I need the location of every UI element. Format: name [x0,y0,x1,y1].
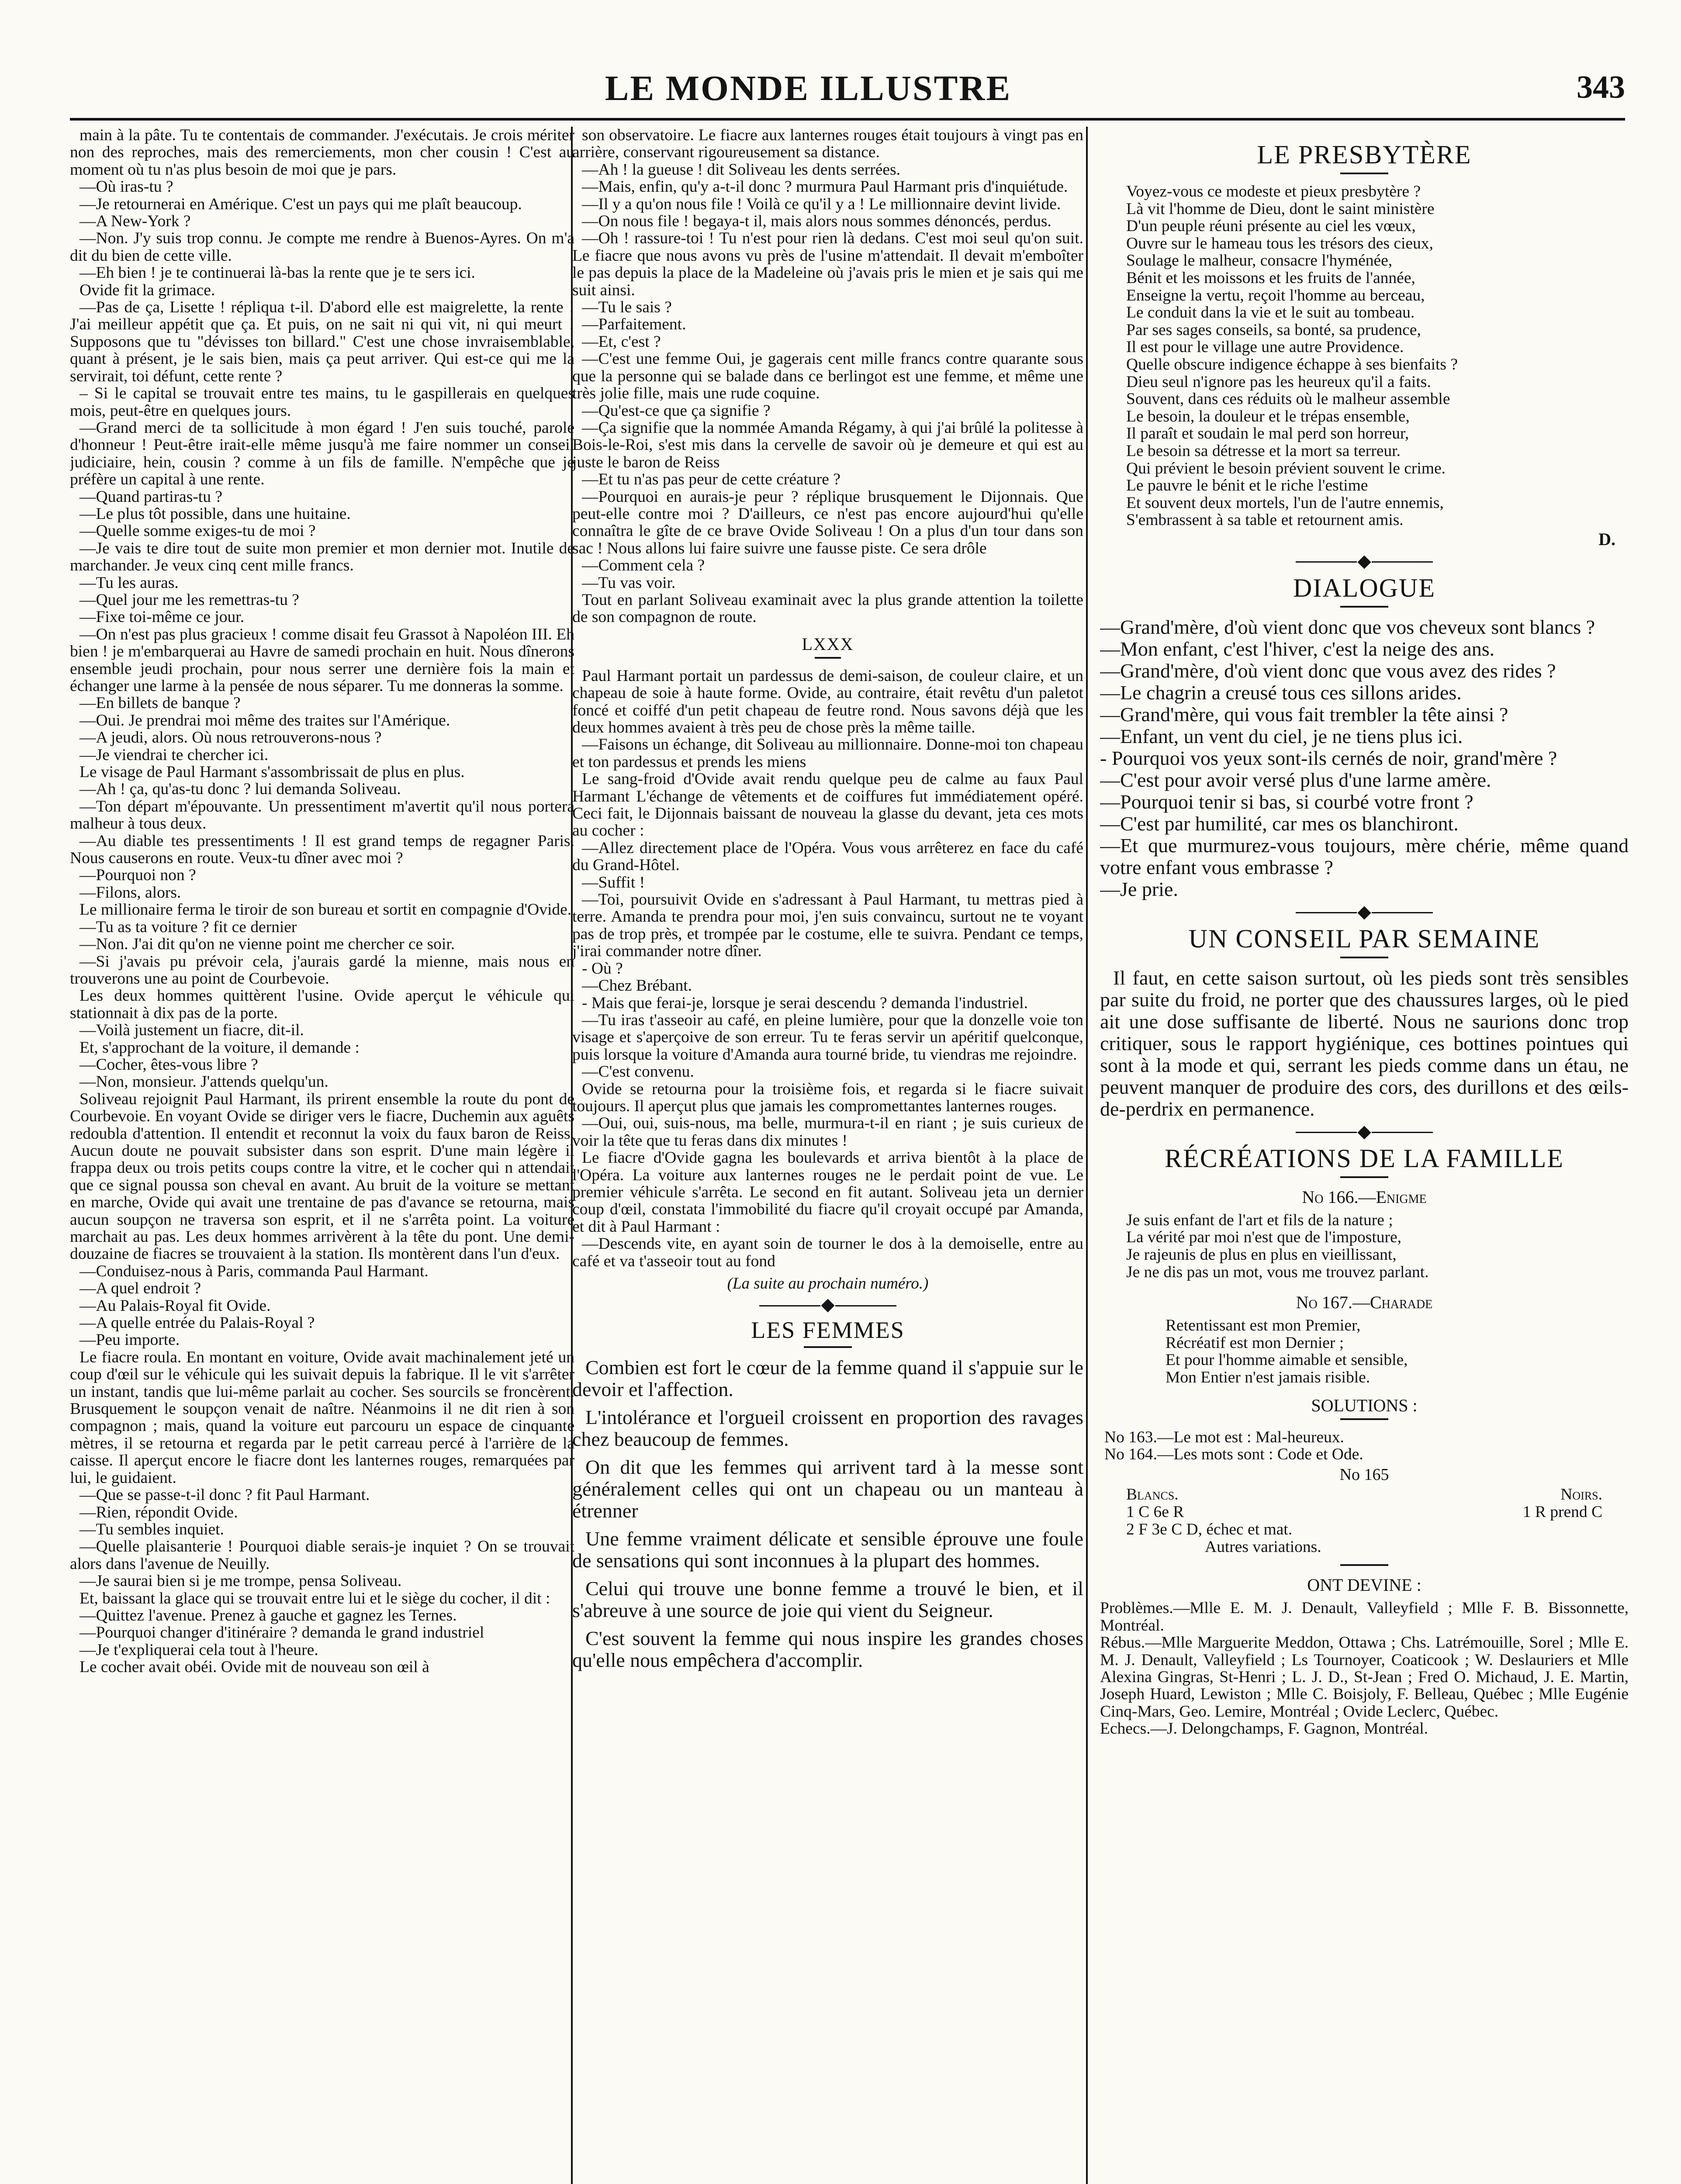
solutions-list [1100,1429,1629,1463]
paragraph: —Qu'est-ce que ça signifie ? [582,401,771,420]
paragraph: —Je viendrai te chercher ici. [80,746,269,764]
enigme-line: La vérité par moi n'est que de l'imposture, [1126,1228,1401,1247]
page-number: 343 [1577,69,1625,105]
ornament-divider [1100,557,1629,567]
paragraph: —Rien, répondit Ovide. [80,1503,238,1521]
charade-poem [1100,1317,1629,1386]
paragraph: —Pas de ça, Lisette ! répliqua t-il. D'abord elle est maigrelette, la rente ! J'ai meilleur appétit que ça. Et puis, on ne sait ni qui vit, ni qui meurt ! Supposons que tu "dévisses ton billard." C'est une chose invraisemblable, quant à présent, je le sais bien, mais ça peut arriver. Qui est-ce qui me la servirait, toi défunt, cette rente ? [70,298,574,385]
poem-line: Il est pour le village une autre Providence. [1126,338,1404,356]
dialogue-title: DIALOGUE [1293,573,1435,602]
poem-line: S'embrassent à sa table et retournent amis. [1126,511,1404,529]
paragraph: Ovide fit la grimace. [80,281,215,299]
dialogue-line: —Je prie. [1100,878,1178,900]
paragraph: —Si j'avais pu prévoir cela, j'aurais gardé la mienne, mais nous en trouverons une au point de Courbevoie. [70,952,574,988]
paragraph: —Ça signifie que la nommée Amanda Régamy, à qui j'ai brûlé la politesse à Bois-le-Roi, s'est mis dans la cervelle de savoir où je demeure et qui est au juste le baron de Reiss [572,418,1083,471]
paragraph: Tout en parlant Soliveau examinait avec la plus grande attention la toilette de son compagnon de route. [572,591,1083,626]
poem-line: Souvent, dans ces réduits où le malheur assemble [1126,390,1450,408]
paragraph: Le millionaire ferma le tiroir de son bureau et sortit en compagnie d'Ovide. [80,901,572,919]
masthead-title: LE MONDE ILLUSTRE [605,68,1012,108]
other-variations: Autres variations. [1205,1538,1321,1556]
blancs-move-1: 1 C 6e R [1126,1503,1184,1521]
devine-line: Problèmes.—Mlle E. M. J. Denault, Valleyfield ; Mlle F. B. Bissonnette, Montréal. [1100,1599,1629,1635]
paragraph: —Et tu n'as pas peur de cette créature ? [582,470,840,489]
ornament-divider [572,1301,1083,1310]
paragraph: —Peu importe. [80,1331,180,1349]
femmes-paragraph: L'intolérance et l'orgueil croissent en proportion des ravages chez beaucoup de femmes. [572,1406,1083,1450]
paragraph: —C'est une femme Oui, je gagerais cent mille francs contre quarante sous que la personne qui se balade dans ce berlingot est une femme, et même une très jolie fille, mais une rude coquine. [572,350,1083,403]
enigme-heading: No 166.—Enigme [1302,1187,1427,1207]
masthead-rule [70,118,1625,121]
paragraph: Le visage de Paul Harmant s'assombrissait de plus en plus. [80,763,465,781]
paragraph: —Comment cela ? [582,556,705,575]
paragraph: —A quel endroit ? [80,1279,201,1298]
paragraph: —Toi, poursuivit Ovide en s'adressant à Paul Harmant, tu mettras pied à terre. Amanda te prendra pour moi, j'en suis convaincu, surtout ne te voyant pas de trop près, et trompée par le costume, elle te suivra. Pendant ce temps, j'irai commander notre dîner. [572,891,1083,961]
devine-line: Rébus.—Mlle Marguerite Meddon, Ottawa ; Chs. Latrémouille, Sorel ; Mlle E. M. J. Denault, Valleyfield ; Ls Tournoyer, Coaticook ; W. Deslauriers et Mlle Alexina Gingras, St-Henri ; L. J. D., St-Jean ; Fred O. Michaud, J. E. Martin, Joseph Huard, Lewiston ; Mlle C. Boisjoly, F. Belleau, Québec ; Mlle Eugénie Cinq-Mars, Geo. Lemire, Montréal ; Ovide Leclerc, Québec. [1100,1634,1629,1721]
paragraph: —Voilà justement un fiacre, dit-il. [80,1021,304,1040]
paragraph: —Tu as ta voiture ? fit ce dernier [80,918,297,936]
paragraph: —Eh bien ! je te continuerai là-bas la rente que je te sers ici. [80,264,475,282]
dialogue-line: —Grand'mère, d'où vient donc que vous avez des rides ? [1100,659,1556,682]
paragraph: —Je vais te dire tout de suite mon premier et mon dernier mot. Inutile de marchander. Je veux cinq cent mille francs. [70,539,574,575]
devine-line: Echecs.—J. Delongchamps, F. Gagnon, Montréal. [1100,1720,1429,1738]
paragraph: —Non. J'ai dit qu'on ne vienne point me chercher ce soir. [80,935,455,954]
paragraph: Ovide se retourna pour la troisième fois, et regarda si le fiacre suivait toujours. Il aperçut plus que jamais les compromettantes lanternes rouges. [572,1080,1083,1115]
paragraph: - Mais que ferai-je, lorsque je serai descendu ? demanda l'industriel. [582,994,1028,1012]
dialogue-line: —C'est par humilité, car mes os blanchiront. [1100,812,1459,835]
paragraph: —Tu les auras. [80,574,179,592]
continued-note: (La suite au prochain numéro.) [727,1275,929,1292]
paragraph: —Pourquoi non ? [80,866,196,885]
solution-line: No 164.—Les mots sont : Code et Ode. [1104,1445,1363,1464]
paragraph: —Tu le sais ? [582,298,672,317]
ornament-divider [1100,1128,1629,1137]
paragraph: Et, baissant la glace qui se trouvait entre lui et le siège du cocher, il dit : [80,1589,550,1607]
paragraph: - Où ? [582,959,623,978]
dialogue-line: —Mon enfant, c'est l'hiver, c'est la neige des ans. [1100,637,1495,660]
column-feuilleton-continued [572,127,1083,2184]
poem-line: Soulage le malheur, consacre l'hyménée, [1126,252,1393,270]
paragraph: —Tu sembles inquiet. [80,1520,224,1538]
chess-solution [1100,1486,1629,1556]
dialogue-line: —C'est pour avoir versé plus d'une larme amère. [1100,768,1491,791]
paragraph: —Filons, alors. [80,883,181,902]
ornament-divider [1100,908,1629,918]
paragraph: Soliveau rejoignit Paul Harmant, ils prirent ensemble la route du pont de Courbevoie. En voyant Ovide se diriger vers le fiacre, Duchemin aux aguêts redoubla d'attention. Il entendit et reconnut la voix du faux baron de Reiss. Aucun doute ne pouvait subsister dans son esprit. D'une main légère il frappa deux ou trois petits coups contre la vitre, et le cocher qui n attendait que ce signal poussa son cheval en avant. Au bruit de la voiture se mettant en marche, Ovide qui avait une trentaine de pas d'avance se retourna, mais aucun soupçon ne traversa son esprit, et il ne s'arrêta point. La voiture marchait au pas. Les deux hommes arrivèrent à la tête du pont. Une demi-douzaine de fiacres se trouvaient à la station. Ils montèrent dans l'un d'eux. [70,1090,574,1263]
enigme-poem [1100,1212,1629,1281]
story-continuation [572,127,1083,626]
poem-line: D'un peuple réuni présente au ciel les vœux, [1126,217,1416,235]
paragraph: —Pourquoi changer d'itinéraire ? demanda le grand industriel [80,1624,484,1642]
conseil-text: Il faut, en cette saison surtout, où les pieds sont très sensibles par suite du froid, ne porter que des chaussures larges, où le pied ait une dose suffisante de liberté. Nous ne saurions donc trop critiquer, sous le rapport hygiénique, ces bottines pointues qui sont à la mode et qui, serrant les pieds comme dans un étau, ne peuvent manquer de produire des cors, des durillons et des œils-de-perdrix en permanence. [1100,966,1629,1120]
solutions-rule [1340,1418,1388,1420]
no165-heading: No 165 [1339,1465,1389,1484]
recreations-title: RÉCRÉATIONS DE LA FAMILLE [1165,1144,1564,1173]
blancs-label: Blancs. [1126,1485,1179,1503]
devine-list [1100,1600,1629,1737]
charade-line: Retentissant est mon Premier, [1166,1317,1361,1335]
chapter-text [572,667,1083,1270]
poem-line: Enseigne la vertu, reçoit l'homme au berceau, [1126,286,1425,304]
poem-line: Ouvre sur le hameau tous les trésors des cieux, [1126,234,1433,252]
poem-line: Par ses sages conseils, sa bonté, sa prudence, [1126,321,1421,339]
paragraph: —Oui, oui, suis-nous, ma belle, murmura-t-il en riant ; je suis curieux de voir la tête que tu feras dans dix minutes ! [572,1114,1083,1150]
presbytere-title: LE PRESBYTÈRE [1257,140,1472,169]
dialogue-line: —Et que murmurez-vous toujours, mère chérie, même quand votre enfant vous embrasse ? [1100,834,1629,878]
paragraph: —Tu vas voir. [582,574,676,592]
paragraph: Le fiacre d'Ovide gagna les boulevards et arriva bientôt à la place de l'Opéra. La voiture aux lanternes rouges ne le perdait point de vue. Le premier véhicule s'arrêta. Le second en fit autant. Soliveau jeta un dernier coup d'œil, constata l'immobilité du fiacre qu'il croyait occupé par Amanda, et dit à Paul Harmant : [572,1149,1083,1236]
paragraph: Le fiacre roula. En montant en voiture, Ovide avait machinalement jeté un coup d'œil sur le véhicule qui les suivait depuis la fabrique. Il le vit s'arrêter un instant, tandis que lui-même parlait au cocher. Ses sourcils se froncèrent. Brusquement le soupçon venait de naître. Néanmoins il ne dit rien à son compagnon ; mais, quand la voiture eut parcouru un espace de cinquante mètres, il se retourna et regarda par le petit carreau percé à l'arrière de la caisse. Il aperçut encore le fiacre dont les lanternes rouges, remarquées par lui, le guidaient. [70,1348,574,1487]
conseil-title: UN CONSEIL PAR SEMAINE [1188,924,1540,953]
paragraph: —Oui. Je prendrai moi même des traites sur l'Amérique. [80,711,450,729]
paragraph: main à la pâte. Tu te contentais de commander. J'exécutais. Je crois mériter non des reproches, mais des remerciements, mon cher cousin ! C'est au moment où tu n'as plus besoin de moi que je pars. [70,127,574,179]
solutions-heading: SOLUTIONS : [1311,1395,1418,1415]
femmes-paragraph: On dit que les femmes qui arrivent tard à la messe sont généralement celles qui ont un chapeau ou un manteau à étrenner [572,1456,1083,1522]
paragraph: —Cocher, êtes-vous libre ? [80,1055,258,1074]
femmes-title: LES FEMMES [751,1317,905,1343]
paragraph: —A New-York ? [80,212,191,231]
presbytere-rule [1340,173,1388,174]
paragraph: —Au Palais-Royal fit Ovide. [80,1296,271,1315]
poem-line: Et souvent deux mortels, l'un de l'autre ennemis, [1126,494,1444,512]
recreations-rule [1340,1176,1388,1178]
devine-heading: ONT DEVINE : [1307,1575,1422,1595]
poem-line: Le besoin, la douleur et le trépas ensemble, [1126,407,1410,425]
paragraph: – Si le capital se trouvait entre tes mains, tu le gaspillerais en quelques mois, peut-être en quelques jours. [70,384,574,420]
dialogue-rule [1340,606,1388,608]
paragraph: —Quelle plaisanterie ! Pourquoi diable serais-je inquiet ? On se trouvait alors dans l'avenue de Neuilly. [70,1538,574,1573]
paragraph: —A quelle entrée du Palais-Royal ? [80,1314,315,1332]
paragraph: —Où iras-tu ? [80,178,173,196]
paragraph: —Quel jour me les remettras-tu ? [80,591,299,609]
paragraph: —Tu iras t'asseoir au café, en pleine lumière, pour que la donzelle voie ton visage et s'aperçoive de son erreur. Tu te feras servir un apéritif quelconque, puis lorsque la voiture d'Amanda aura tourné bride, tu viendras me rejoindre. [572,1011,1083,1064]
paragraph: —Quand partiras-tu ? [80,487,222,506]
noirs-move-1: 1 R prend C [1522,1503,1602,1521]
paragraph: —Je saurai bien si je me trompe, pensa Soliveau. [80,1572,402,1590]
paragraph: —Descends vite, en ayant soin de tourner le dos à la demoiselle, entre au café et va t'asseoir tout au fond [572,1235,1083,1270]
chapter-rule [815,657,841,659]
femmes-paragraph: C'est souvent la femme qui nous inspire les grandes choses qu'elle nous empêchera d'accomplir. [572,1627,1083,1671]
paragraph: —Je t'expliquerai cela tout à l'heure. [80,1641,318,1659]
charade-heading: No 167.—Charade [1296,1292,1433,1313]
paragraph: Paul Harmant portait un pardessus de demi-saison, de couleur claire, et un chapeau de soie à haute forme. Ovide, au contraire, était revêtu d'un paletot foncé et coiffé d'un petit chapeau de feutre rond. Nous savons déjà que les deux hommes avaient à très peu de chose près la même taille. [572,667,1083,736]
column-miscellany [1100,127,1629,2184]
dialogue-poem [1100,616,1629,900]
paragraph: —Pourquoi en aurais-je peur ? réplique brusquement le Dijonnais. Que peut-elle contre moi ? D'ailleurs, ce n'est pas encore aujourd'hui qu'elle connaîtra le gîte de ce brave Ovide Soliveau ! On a plus d'un tour dans son sac ! Nous allons lui faire suivre une fausse piste. Ce sera drôle [572,487,1083,557]
poem-line: Là vit l'homme de Dieu, dont le saint ministère [1126,200,1435,218]
dialogue-line: —Grand'mère, qui vous fait trembler la tête ainsi ? [1100,703,1508,726]
charade-line: Et pour l'homme aimable et sensible, [1166,1351,1408,1369]
enigme-line: Je suis enfant de l'art et fils de la nature ; [1126,1211,1393,1229]
paragraph: Le cocher avait obéi. Ovide mit de nouveau son œil à [80,1658,429,1676]
paragraph: —On nous file ! begaya-t il, mais alors nous sommes dénoncés, perdus. [582,212,1051,231]
paragraph: —Parfaitement. [582,315,686,334]
devine-rule [1340,1564,1388,1566]
paragraph: —En billets de banque ? [80,694,241,712]
femmes-paragraph: Combien est fort le cœur de la femme quand il s'appuie sur le devoir et l'affection. [572,1356,1083,1400]
paragraph: —Ah ! ça, qu'as-tu donc ? lui demanda Soliveau. [80,780,401,798]
paragraph: —Que se passe-t-il donc ? fit Paul Harmant. [80,1486,370,1504]
presbytere-poem [1100,183,1629,529]
femmes-rule [804,1346,852,1348]
poem-line: Bénit et les moissons et les fruits de l'année, [1126,269,1415,287]
blancs-move-2: 2 F 3e C D, échec et mat. [1126,1520,1293,1538]
dialogue-line: —Pourquoi tenir si bas, si courbé votre front ? [1100,790,1473,813]
conseil-rule [1340,957,1388,958]
poem-line: Quelle obscure indigence échappe à ses bienfaits ? [1126,355,1458,373]
paragraph: —Fixe toi-même ce jour. [80,608,244,626]
paragraph: —Non. J'y suis trop connu. Je compte me rendre à Buenos-Ayres. On m'a dit du bien de cette ville. [70,229,574,265]
paragraph: —Ton départ m'épouvante. Un pressentiment m'avertit qu'il nous portera malheur à tous deux. [70,797,574,833]
poem-line: Il paraît et soudain le mal perd son horreur, [1126,425,1409,443]
paragraph: —A jeudi, alors. Où nous retrouverons-nous ? [80,729,382,747]
paragraph: —Suffit ! [582,873,645,892]
paragraph: —C'est convenu. [582,1063,694,1081]
paragraph: —Et, c'est ? [582,332,661,351]
dialogue-line: —Enfant, un vent du ciel, je ne tiens plus ici. [1100,725,1463,747]
paragraph: Et, s'approchant de la voiture, il demande : [80,1038,360,1057]
paragraph: Les deux hommes quittèrent l'usine. Ovide aperçut le véhicule qui stationnait à dix pas de la porte. [70,987,574,1022]
paragraph: —Ah ! la gueuse ! dit Soliveau les dents serrées. [582,160,900,179]
paragraph: son observatoire. Le fiacre aux lanternes rouges était toujours à vingt pas en arrière, conservant rigoureusement sa distance. [572,127,1083,162]
femmes-body [572,1357,1083,1671]
paragraph: —Grand merci de ta sollicitude à mon égard ! J'en suis touché, parole d'honneur ! Peut-être irait-elle même jusqu'à me faire nommer un conseil judiciaire, hein, cousin ? comme à un fils de famille. N'empêche que je préfère un capital à une rente. [70,418,574,489]
solution-line: No 163.—Le mot est : Mal-heureux. [1104,1428,1344,1446]
femmes-paragraph: Celui qui trouve une bonne femme a trouvé le bien, et il s'abreuve à une source de joie qui vient du Seigneur. [572,1577,1083,1621]
dialogue-line: —Grand'mère, d'où vient donc que vos cheveux sont blancs ? [1100,615,1595,638]
paragraph: —Non, monsieur. J'attends quelqu'un. [80,1073,329,1091]
dialogue-line: —Le chagrin a creusé tous ces sillons arides. [1100,681,1462,704]
poem-line: Qui prévient le besoin prévient souvent le crime. [1126,459,1446,477]
paragraph: —Il y a qu'on nous file ! Voilà ce qu'il y a ! Le millionnaire devint livide. [582,195,1061,213]
charade-line: Mon Entier n'est jamais risible. [1166,1368,1370,1387]
paragraph: —Conduisez-nous à Paris, commanda Paul Harmant. [80,1262,429,1280]
poem-line: Voyez-vous ce modeste et pieux presbytère ? [1126,183,1421,200]
poem-line: Dieu seul n'ignore pas les heureux qu'il a faits. [1126,373,1431,391]
paragraph: —Le plus tôt possible, dans une huitaine. [80,505,351,523]
paragraph: —On n'est pas plus gracieux ! comme disait feu Grassot à Napoléon III. Eh bien ! je m'embarquerai au Havre de samedi prochain en huit. Nous dînerons ensemble jeudi prochain, pour nous serrer une dernière fois la main et échanger une larme à la pensée de nous séparer. Tu me donneras la somme. [70,625,574,695]
femmes-paragraph: Une femme vraiment délicate et sensible éprouve une foule de sensations qui sont inconnues à la plupart des hommes. [572,1527,1083,1572]
paragraph: Le sang-froid d'Ovide avait rendu quelque peu de calme au faux Paul Harmant L'échange de vêtements et de coiffures fut immédiatement opéré. Ceci fait, le Dijonnais baissant de nouveau la glasse du devant, jeta ces mots au cocher : [572,770,1083,840]
chapter-heading: LXXX [802,634,854,654]
presbytere-signature: D. [1598,529,1615,549]
paragraph: —Mais, enfin, qu'y a-t-il donc ? murmura Paul Harmant pris d'inquiétude. [582,178,1068,196]
enigme-line: Je rajeunis de plus en plus en vieillissant, [1126,1246,1397,1264]
paragraph: —Oh ! rassure-toi ! Tu n'est pour rien là dedans. C'est moi seul qu'on suit. Le fiacre que nous avons vu près de l'usine m'attendait. Il devait m'emboîter le pas depuis la place de la Madeleine où j'avais pris le mien et je sais qui me suit ainsi. [572,229,1083,299]
paragraph: —Quelle somme exiges-tu de moi ? [80,522,316,540]
poem-line: Le pauvre le bénit et le riche l'estime [1126,477,1368,495]
paragraph: —Chez Brébant. [582,977,692,995]
paragraph: —Quittez l'avenue. Prenez à gauche et gagnez les Ternes. [80,1606,457,1624]
paragraph: —Faisons un échange, dit Soliveau au millionnaire. Donne-moi ton chapeau et ton pardessus et prends les miens [572,736,1083,771]
paragraph: —Allez directement place de l'Opéra. Vous vous arrêterez en face du café du Grand-Hôtel. [572,839,1083,874]
paragraph: —Au diable tes pressentiments ! Il est grand temps de regagner Paris. Nous causerons en route. Veux-tu dîner avec moi ? [70,832,574,867]
charade-line: Récréatif est mon Dernier ; [1166,1334,1344,1352]
enigme-line: Je ne dis pas un mot, vous me trouvez parlant. [1126,1263,1429,1281]
column-feuilleton [70,127,574,2184]
paragraph: —Je retournerai en Amérique. C'est un pays qui me plaît beaucoup. [80,195,522,213]
poem-line: Le besoin sa détresse et la mort sa terreur. [1126,442,1401,460]
column-divider [1086,127,1088,2184]
dialogue-line: - Pourquoi vos yeux sont-ils cernés de noir, grand'mère ? [1100,746,1557,769]
poem-line: Le conduit dans la vie et le suit au tombeau. [1126,304,1415,322]
noirs-label: Noirs. [1560,1485,1602,1503]
